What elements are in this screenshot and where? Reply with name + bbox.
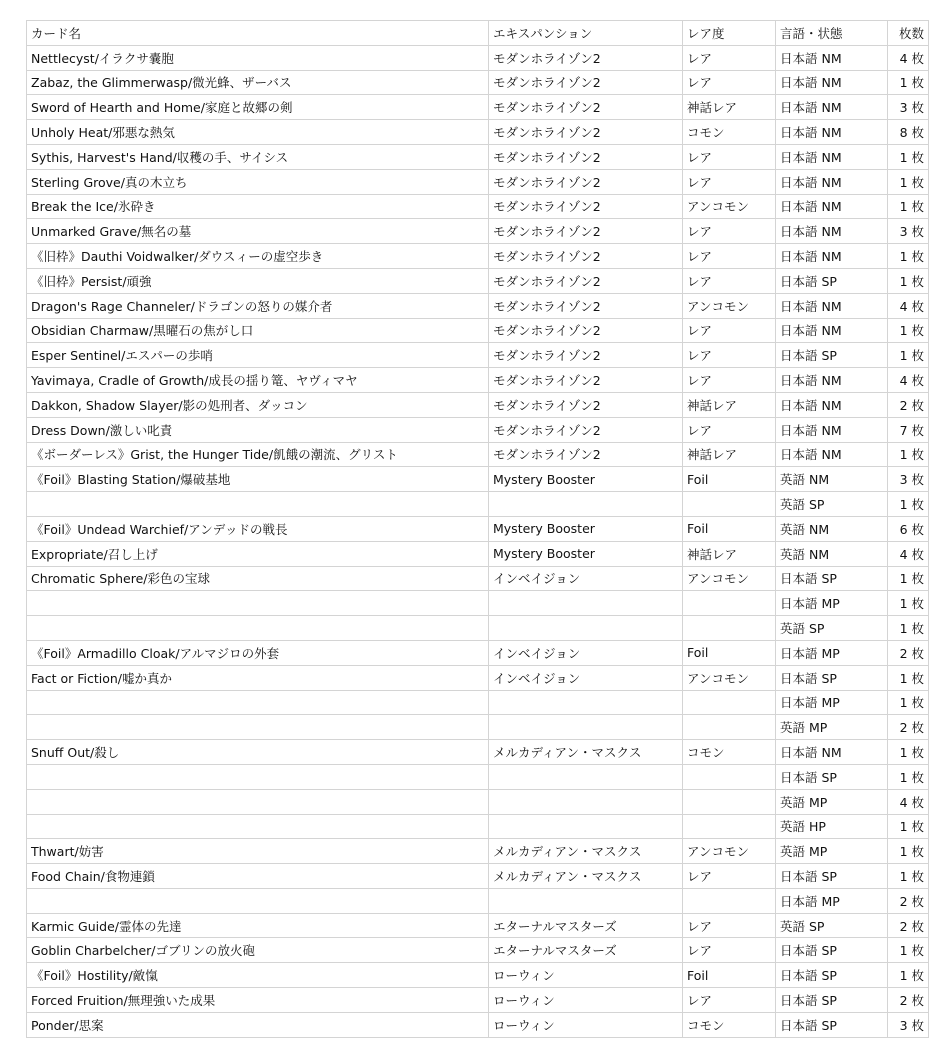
table-row xyxy=(27,938,929,963)
rarity-cell: Foil xyxy=(683,467,776,492)
expansion-cell: モダンホライゾン2 xyxy=(489,368,683,393)
rarity-cell: Foil xyxy=(683,640,776,665)
card-name-cell: Dress Down/激しい叱責 xyxy=(27,417,489,442)
expansion-cell: Mystery Booster xyxy=(489,516,683,541)
quantity-cell: 1 枚 xyxy=(888,70,929,95)
table-row xyxy=(27,789,929,814)
quantity-cell: 2 枚 xyxy=(888,640,929,665)
quantity-cell: 3 枚 xyxy=(888,95,929,120)
rarity-cell xyxy=(683,814,776,839)
rarity-cell: Foil xyxy=(683,516,776,541)
language-condition-cell: 英語 HP xyxy=(776,814,888,839)
expansion-cell xyxy=(489,764,683,789)
expansion-cell: ローウィン xyxy=(489,1012,683,1037)
expansion-cell xyxy=(489,789,683,814)
language-condition-cell: 日本語 NM xyxy=(776,120,888,145)
table-row xyxy=(27,343,929,368)
rarity-cell: Foil xyxy=(683,963,776,988)
quantity-cell: 4 枚 xyxy=(888,368,929,393)
expansion-cell: モダンホライゾン2 xyxy=(489,268,683,293)
rarity-cell xyxy=(683,591,776,616)
quantity-cell: 2 枚 xyxy=(888,913,929,938)
language-condition-cell: 日本語 SP xyxy=(776,566,888,591)
rarity-cell: アンコモン xyxy=(683,194,776,219)
rarity-cell xyxy=(683,690,776,715)
language-condition-cell: 日本語 NM xyxy=(776,144,888,169)
card-name-cell: Nettlecyst/イラクサ嚢胞 xyxy=(27,45,489,70)
table-row xyxy=(27,665,929,690)
card-name-cell xyxy=(27,690,489,715)
rarity-cell: レア xyxy=(683,864,776,889)
card-name-cell: 《Foil》Undead Warchief/アンデッドの戦長 xyxy=(27,516,489,541)
card-name-cell xyxy=(27,616,489,641)
rarity-cell xyxy=(683,888,776,913)
expansion-cell: モダンホライゾン2 xyxy=(489,70,683,95)
rarity-cell: 神話レア xyxy=(683,95,776,120)
rarity-cell: レア xyxy=(683,219,776,244)
expansion-cell: メルカディアン・マスクス xyxy=(489,740,683,765)
expansion-cell xyxy=(489,814,683,839)
rarity-cell: アンコモン xyxy=(683,566,776,591)
card-name-cell: 《Foil》Hostility/敵愾 xyxy=(27,963,489,988)
card-name-cell: Forced Fruition/無理強いた成果 xyxy=(27,988,489,1013)
quantity-cell: 4 枚 xyxy=(888,541,929,566)
language-condition-cell: 日本語 NM xyxy=(776,70,888,95)
expansion-cell xyxy=(489,616,683,641)
table-row xyxy=(27,293,929,318)
table-row xyxy=(27,268,929,293)
table-row xyxy=(27,442,929,467)
language-condition-cell: 英語 MP xyxy=(776,839,888,864)
expansion-cell: モダンホライゾン2 xyxy=(489,194,683,219)
expansion-cell: モダンホライゾン2 xyxy=(489,120,683,145)
card-name-cell: Goblin Charbelcher/ゴブリンの放火砲 xyxy=(27,938,489,963)
table-row xyxy=(27,740,929,765)
rarity-cell: レア xyxy=(683,144,776,169)
table-row xyxy=(27,492,929,517)
rarity-cell: アンコモン xyxy=(683,839,776,864)
card-name-cell: Zabaz, the Glimmerwasp/微光蜂、ザーバス xyxy=(27,70,489,95)
table-row xyxy=(27,715,929,740)
quantity-cell: 7 枚 xyxy=(888,417,929,442)
expansion-cell xyxy=(489,690,683,715)
quantity-cell: 4 枚 xyxy=(888,45,929,70)
header-card-name: カード名 xyxy=(27,21,489,46)
card-name-cell: Fact or Fiction/嘘か真か xyxy=(27,665,489,690)
quantity-cell: 1 枚 xyxy=(888,169,929,194)
quantity-cell: 2 枚 xyxy=(888,392,929,417)
card-inventory-table xyxy=(26,20,929,1038)
expansion-cell: モダンホライゾン2 xyxy=(489,244,683,269)
card-name-cell: Ponder/思案 xyxy=(27,1012,489,1037)
card-name-cell: Unmarked Grave/無名の墓 xyxy=(27,219,489,244)
expansion-cell: インベイジョン xyxy=(489,566,683,591)
expansion-cell: ローウィン xyxy=(489,988,683,1013)
table-row xyxy=(27,244,929,269)
language-condition-cell: 英語 MP xyxy=(776,789,888,814)
language-condition-cell: 日本語 MP xyxy=(776,690,888,715)
quantity-cell: 1 枚 xyxy=(888,566,929,591)
table-row xyxy=(27,764,929,789)
language-condition-cell: 日本語 SP xyxy=(776,988,888,1013)
expansion-cell: モダンホライゾン2 xyxy=(489,219,683,244)
quantity-cell: 1 枚 xyxy=(888,740,929,765)
card-name-cell: Dakkon, Shadow Slayer/影の処刑者、ダッコン xyxy=(27,392,489,417)
language-condition-cell: 英語 SP xyxy=(776,492,888,517)
table-row xyxy=(27,988,929,1013)
card-name-cell: Obsidian Charmaw/黒曜石の焦がし口 xyxy=(27,318,489,343)
quantity-cell: 6 枚 xyxy=(888,516,929,541)
language-condition-cell: 日本語 SP xyxy=(776,938,888,963)
expansion-cell: モダンホライゾン2 xyxy=(489,144,683,169)
header-language-condition: 言語・状態 xyxy=(776,21,888,46)
rarity-cell: レア xyxy=(683,938,776,963)
rarity-cell xyxy=(683,492,776,517)
quantity-cell: 1 枚 xyxy=(888,591,929,616)
language-condition-cell: 英語 SP xyxy=(776,913,888,938)
quantity-cell: 1 枚 xyxy=(888,938,929,963)
language-condition-cell: 日本語 NM xyxy=(776,392,888,417)
expansion-cell: エターナルマスターズ xyxy=(489,938,683,963)
quantity-cell: 2 枚 xyxy=(888,888,929,913)
quantity-cell: 1 枚 xyxy=(888,963,929,988)
language-condition-cell: 日本語 MP xyxy=(776,888,888,913)
expansion-cell xyxy=(489,591,683,616)
quantity-cell: 1 枚 xyxy=(888,318,929,343)
language-condition-cell: 日本語 NM xyxy=(776,293,888,318)
quantity-cell: 2 枚 xyxy=(888,715,929,740)
table-row xyxy=(27,368,929,393)
table-row xyxy=(27,318,929,343)
card-name-cell xyxy=(27,814,489,839)
language-condition-cell: 日本語 NM xyxy=(776,368,888,393)
quantity-cell: 1 枚 xyxy=(888,268,929,293)
table-row xyxy=(27,566,929,591)
quantity-cell: 1 枚 xyxy=(888,690,929,715)
table-row xyxy=(27,95,929,120)
language-condition-cell: 英語 NM xyxy=(776,541,888,566)
quantity-cell: 4 枚 xyxy=(888,789,929,814)
card-name-cell xyxy=(27,715,489,740)
table-row xyxy=(27,417,929,442)
language-condition-cell: 日本語 NM xyxy=(776,417,888,442)
quantity-cell: 8 枚 xyxy=(888,120,929,145)
language-condition-cell: 日本語 SP xyxy=(776,764,888,789)
card-name-cell: 《Foil》Blasting Station/爆破基地 xyxy=(27,467,489,492)
quantity-cell: 1 枚 xyxy=(888,764,929,789)
table-row xyxy=(27,120,929,145)
card-name-cell: Sword of Hearth and Home/家庭と故郷の剣 xyxy=(27,95,489,120)
table-row xyxy=(27,888,929,913)
card-name-cell xyxy=(27,888,489,913)
table-row xyxy=(27,70,929,95)
language-condition-cell: 日本語 MP xyxy=(776,591,888,616)
language-condition-cell: 日本語 NM xyxy=(776,169,888,194)
card-name-cell: 《Foil》Armadillo Cloak/アルマジロの外套 xyxy=(27,640,489,665)
card-name-cell: 《旧枠》Persist/頑強 xyxy=(27,268,489,293)
expansion-cell xyxy=(489,715,683,740)
quantity-cell: 3 枚 xyxy=(888,1012,929,1037)
card-name-cell: Unholy Heat/邪悪な熱気 xyxy=(27,120,489,145)
header-rarity: レア度 xyxy=(683,21,776,46)
language-condition-cell: 日本語 MP xyxy=(776,640,888,665)
rarity-cell: コモン xyxy=(683,120,776,145)
card-name-cell xyxy=(27,789,489,814)
table-row xyxy=(27,864,929,889)
table-row xyxy=(27,814,929,839)
quantity-cell: 1 枚 xyxy=(888,194,929,219)
card-name-cell: Expropriate/召し上げ xyxy=(27,541,489,566)
rarity-cell: レア xyxy=(683,318,776,343)
quantity-cell: 2 枚 xyxy=(888,988,929,1013)
expansion-cell: インベイジョン xyxy=(489,640,683,665)
table-row xyxy=(27,392,929,417)
card-name-cell xyxy=(27,591,489,616)
table-row xyxy=(27,616,929,641)
table-row xyxy=(27,169,929,194)
language-condition-cell: 日本語 NM xyxy=(776,318,888,343)
expansion-cell: モダンホライゾン2 xyxy=(489,417,683,442)
language-condition-cell: 日本語 NM xyxy=(776,219,888,244)
expansion-cell: モダンホライゾン2 xyxy=(489,95,683,120)
rarity-cell: レア xyxy=(683,70,776,95)
card-name-cell: Karmic Guide/霊体の先達 xyxy=(27,913,489,938)
language-condition-cell: 英語 NM xyxy=(776,467,888,492)
rarity-cell: 神話レア xyxy=(683,541,776,566)
quantity-cell: 1 枚 xyxy=(888,665,929,690)
language-condition-cell: 日本語 NM xyxy=(776,45,888,70)
table-row xyxy=(27,144,929,169)
table-row xyxy=(27,1012,929,1037)
rarity-cell: レア xyxy=(683,368,776,393)
language-condition-cell: 日本語 SP xyxy=(776,343,888,368)
table-row xyxy=(27,963,929,988)
table-row xyxy=(27,839,929,864)
expansion-cell: モダンホライゾン2 xyxy=(489,45,683,70)
rarity-cell: レア xyxy=(683,913,776,938)
quantity-cell: 1 枚 xyxy=(888,814,929,839)
card-name-cell: Chromatic Sphere/彩色の宝球 xyxy=(27,566,489,591)
card-name-cell: 《ボーダーレス》Grist, the Hunger Tide/飢餓の潮流、グリスト xyxy=(27,442,489,467)
rarity-cell: アンコモン xyxy=(683,293,776,318)
expansion-cell xyxy=(489,888,683,913)
card-name-cell xyxy=(27,764,489,789)
card-name-cell: Sterling Grove/真の木立ち xyxy=(27,169,489,194)
language-condition-cell: 日本語 NM xyxy=(776,244,888,269)
quantity-cell: 4 枚 xyxy=(888,293,929,318)
rarity-cell: 神話レア xyxy=(683,442,776,467)
quantity-cell: 1 枚 xyxy=(888,244,929,269)
language-condition-cell: 日本語 NM xyxy=(776,95,888,120)
table-row xyxy=(27,591,929,616)
rarity-cell xyxy=(683,764,776,789)
card-name-cell: Break the Ice/氷砕き xyxy=(27,194,489,219)
rarity-cell xyxy=(683,715,776,740)
rarity-cell: レア xyxy=(683,45,776,70)
rarity-cell: コモン xyxy=(683,1012,776,1037)
language-condition-cell: 英語 NM xyxy=(776,516,888,541)
rarity-cell: レア xyxy=(683,268,776,293)
expansion-cell: インベイジョン xyxy=(489,665,683,690)
card-name-cell: Food Chain/食物連鎖 xyxy=(27,864,489,889)
header-expansion: エキスパンション xyxy=(489,21,683,46)
expansion-cell xyxy=(489,492,683,517)
quantity-cell: 1 枚 xyxy=(888,839,929,864)
table-row xyxy=(27,640,929,665)
table-row xyxy=(27,541,929,566)
table-row xyxy=(27,690,929,715)
quantity-cell: 1 枚 xyxy=(888,144,929,169)
header-quantity: 枚数 xyxy=(888,21,929,46)
expansion-cell: Mystery Booster xyxy=(489,467,683,492)
table-row xyxy=(27,467,929,492)
rarity-cell: レア xyxy=(683,988,776,1013)
card-name-cell: Snuff Out/殺し xyxy=(27,740,489,765)
language-condition-cell: 日本語 NM xyxy=(776,442,888,467)
language-condition-cell: 日本語 NM xyxy=(776,740,888,765)
expansion-cell: ローウィン xyxy=(489,963,683,988)
language-condition-cell: 英語 MP xyxy=(776,715,888,740)
card-name-cell xyxy=(27,492,489,517)
expansion-cell: モダンホライゾン2 xyxy=(489,392,683,417)
rarity-cell: 神話レア xyxy=(683,392,776,417)
table-row xyxy=(27,219,929,244)
quantity-cell: 1 枚 xyxy=(888,492,929,517)
quantity-cell: 1 枚 xyxy=(888,442,929,467)
language-condition-cell: 日本語 SP xyxy=(776,665,888,690)
rarity-cell: アンコモン xyxy=(683,665,776,690)
expansion-cell: モダンホライゾン2 xyxy=(489,169,683,194)
rarity-cell xyxy=(683,789,776,814)
rarity-cell: コモン xyxy=(683,740,776,765)
language-condition-cell: 日本語 NM xyxy=(776,194,888,219)
expansion-cell: エターナルマスターズ xyxy=(489,913,683,938)
table-row xyxy=(27,45,929,70)
expansion-cell: モダンホライゾン2 xyxy=(489,318,683,343)
expansion-cell: モダンホライゾン2 xyxy=(489,343,683,368)
card-name-cell: 《旧枠》Dauthi Voidwalker/ダウスィーの虚空歩き xyxy=(27,244,489,269)
table-row xyxy=(27,194,929,219)
expansion-cell: モダンホライゾン2 xyxy=(489,442,683,467)
language-condition-cell: 日本語 SP xyxy=(776,1012,888,1037)
expansion-cell: モダンホライゾン2 xyxy=(489,293,683,318)
rarity-cell: レア xyxy=(683,169,776,194)
expansion-cell: Mystery Booster xyxy=(489,541,683,566)
quantity-cell: 3 枚 xyxy=(888,467,929,492)
expansion-cell: メルカディアン・マスクス xyxy=(489,839,683,864)
card-name-cell: Yavimaya, Cradle of Growth/成長の揺り篭、ヤヴィマヤ xyxy=(27,368,489,393)
expansion-cell: メルカディアン・マスクス xyxy=(489,864,683,889)
card-name-cell: Sythis, Harvest's Hand/収穫の手、サイシス xyxy=(27,144,489,169)
quantity-cell: 1 枚 xyxy=(888,864,929,889)
table-row xyxy=(27,913,929,938)
language-condition-cell: 日本語 SP xyxy=(776,963,888,988)
quantity-cell: 1 枚 xyxy=(888,616,929,641)
card-name-cell: Dragon's Rage Channeler/ドラゴンの怒りの媒介者 xyxy=(27,293,489,318)
language-condition-cell: 英語 SP xyxy=(776,616,888,641)
language-condition-cell: 日本語 SP xyxy=(776,864,888,889)
card-name-cell: Thwart/妨害 xyxy=(27,839,489,864)
quantity-cell: 1 枚 xyxy=(888,343,929,368)
card-name-cell: Esper Sentinel/エスパーの歩哨 xyxy=(27,343,489,368)
table-row xyxy=(27,516,929,541)
rarity-cell xyxy=(683,616,776,641)
rarity-cell: レア xyxy=(683,244,776,269)
rarity-cell: レア xyxy=(683,417,776,442)
quantity-cell: 3 枚 xyxy=(888,219,929,244)
rarity-cell: レア xyxy=(683,343,776,368)
header-row xyxy=(27,21,929,46)
language-condition-cell: 日本語 SP xyxy=(776,268,888,293)
